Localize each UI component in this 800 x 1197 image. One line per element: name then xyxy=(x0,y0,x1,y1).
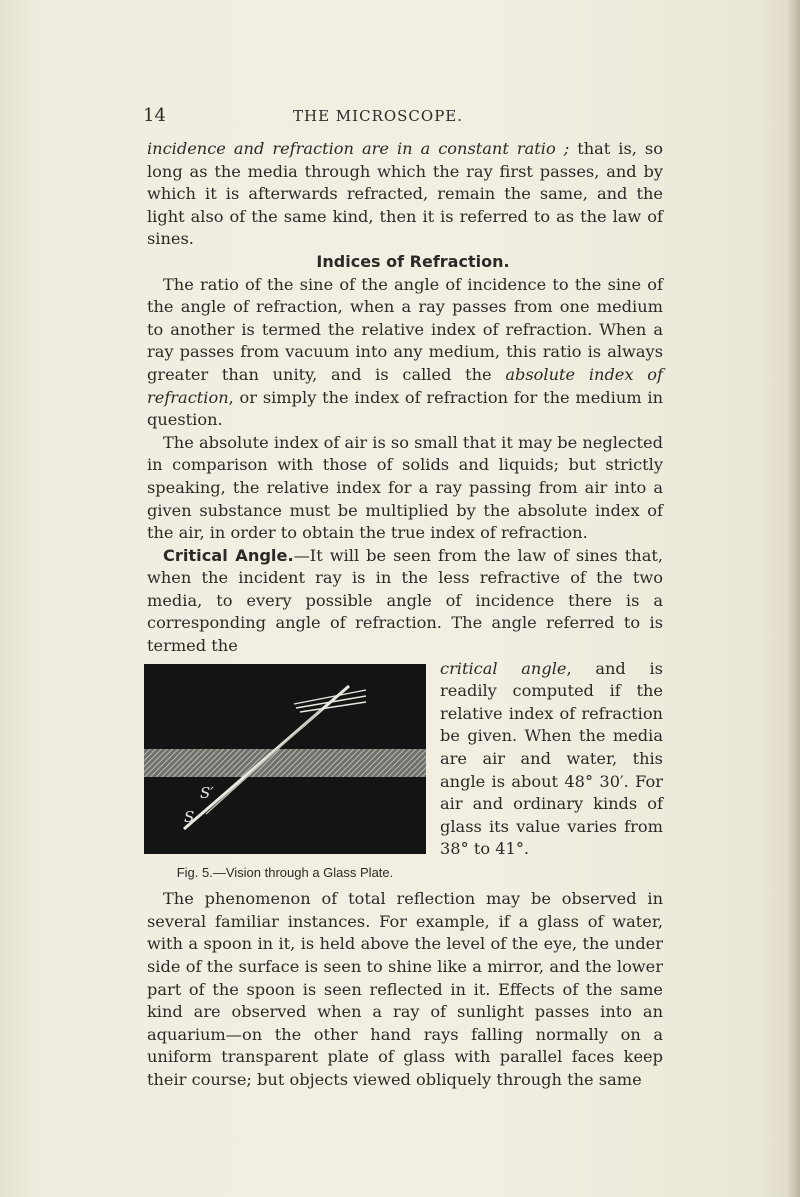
paragraph-text: , and is readily computed if the relative index of refraction be given. When the media are air and water, this angle is about 48° 30′. For air and ordinary kinds of glass its value varies from 38° to 41°. xyxy=(440,658,663,859)
paragraph-law-of-sines xyxy=(147,138,663,251)
page-header xyxy=(143,105,663,127)
paragraph-text: —It will be seen from the law of sines that, when the incident ray is in the less refractive of the two media, to every possible angle of incidence there is a corresponding angle of refraction. The angle referred to is termed the xyxy=(147,545,663,656)
section-heading: Indices of Refraction. xyxy=(316,251,510,271)
paragraph-text: that is, so long as the media through which the ray first passes, and by which it is afterwards refracted, remain the same, and the light also of the same kind, then it is referred to as the law of sines. xyxy=(147,139,663,249)
paragraph-text: , or simply the index of refraction for the medium in question. xyxy=(147,387,663,430)
paragraph-indices xyxy=(147,274,663,432)
emphasis-absolute-index: absolute index of refraction xyxy=(147,364,663,407)
emphasis-critical-angle: critical angle xyxy=(440,658,567,678)
figure-glass-plate xyxy=(144,664,426,885)
label-s-prime: S′ xyxy=(200,783,214,802)
glass-plate-illustration xyxy=(144,664,426,854)
paragraph-absolute-air: The absolute index of air is so small that it may be neglected in comparison with those of solids and liquids; but strictly speaking, the relative index for a ray passing from air into a given substance must be multiplied by the absolute index of the air, in order to obtain the true index of refraction. xyxy=(147,432,663,543)
emphasis-constant-ratio: incidence and refraction are in a constant ratio ; xyxy=(147,139,570,158)
page-number: 14 xyxy=(143,105,166,126)
paragraph-total-reflection: The phenomenon of total reflection may be observed in several familiar instances. For example, if a glass of water, with a spoon in it, is held above the level of the eye, the under side of the surface is seen to shine like a mirror, and the lower part of the spoon is seen reflected in it. Effects of the same kind are observed when a ray of sunlight passes into an aquarium—on the other hand rays falling normally on a uniform transparent plate of glass with parallel faces keep their course; but objects viewed obliquely through the same xyxy=(147,889,663,1089)
paragraph-critical-angle xyxy=(147,545,663,658)
body-text xyxy=(147,138,663,1092)
paragraph-text: The ratio of the sine of the angle of incidence to the sine of the angle of refraction, when a ray passes from one medium to another is termed the relative index of refraction. When a ray passes from vacuum into any medium, this ratio is always greater than unity, and is called the xyxy=(147,274,663,384)
run-in-heading: Critical Angle. xyxy=(163,545,294,565)
figure-caption: Fig. 5.—Vision through a Glass Plate. xyxy=(176,864,394,880)
label-s: S xyxy=(184,807,195,826)
running-title: THE MICROSCOPE. xyxy=(293,107,464,125)
page-edge-shadow xyxy=(786,0,800,1197)
